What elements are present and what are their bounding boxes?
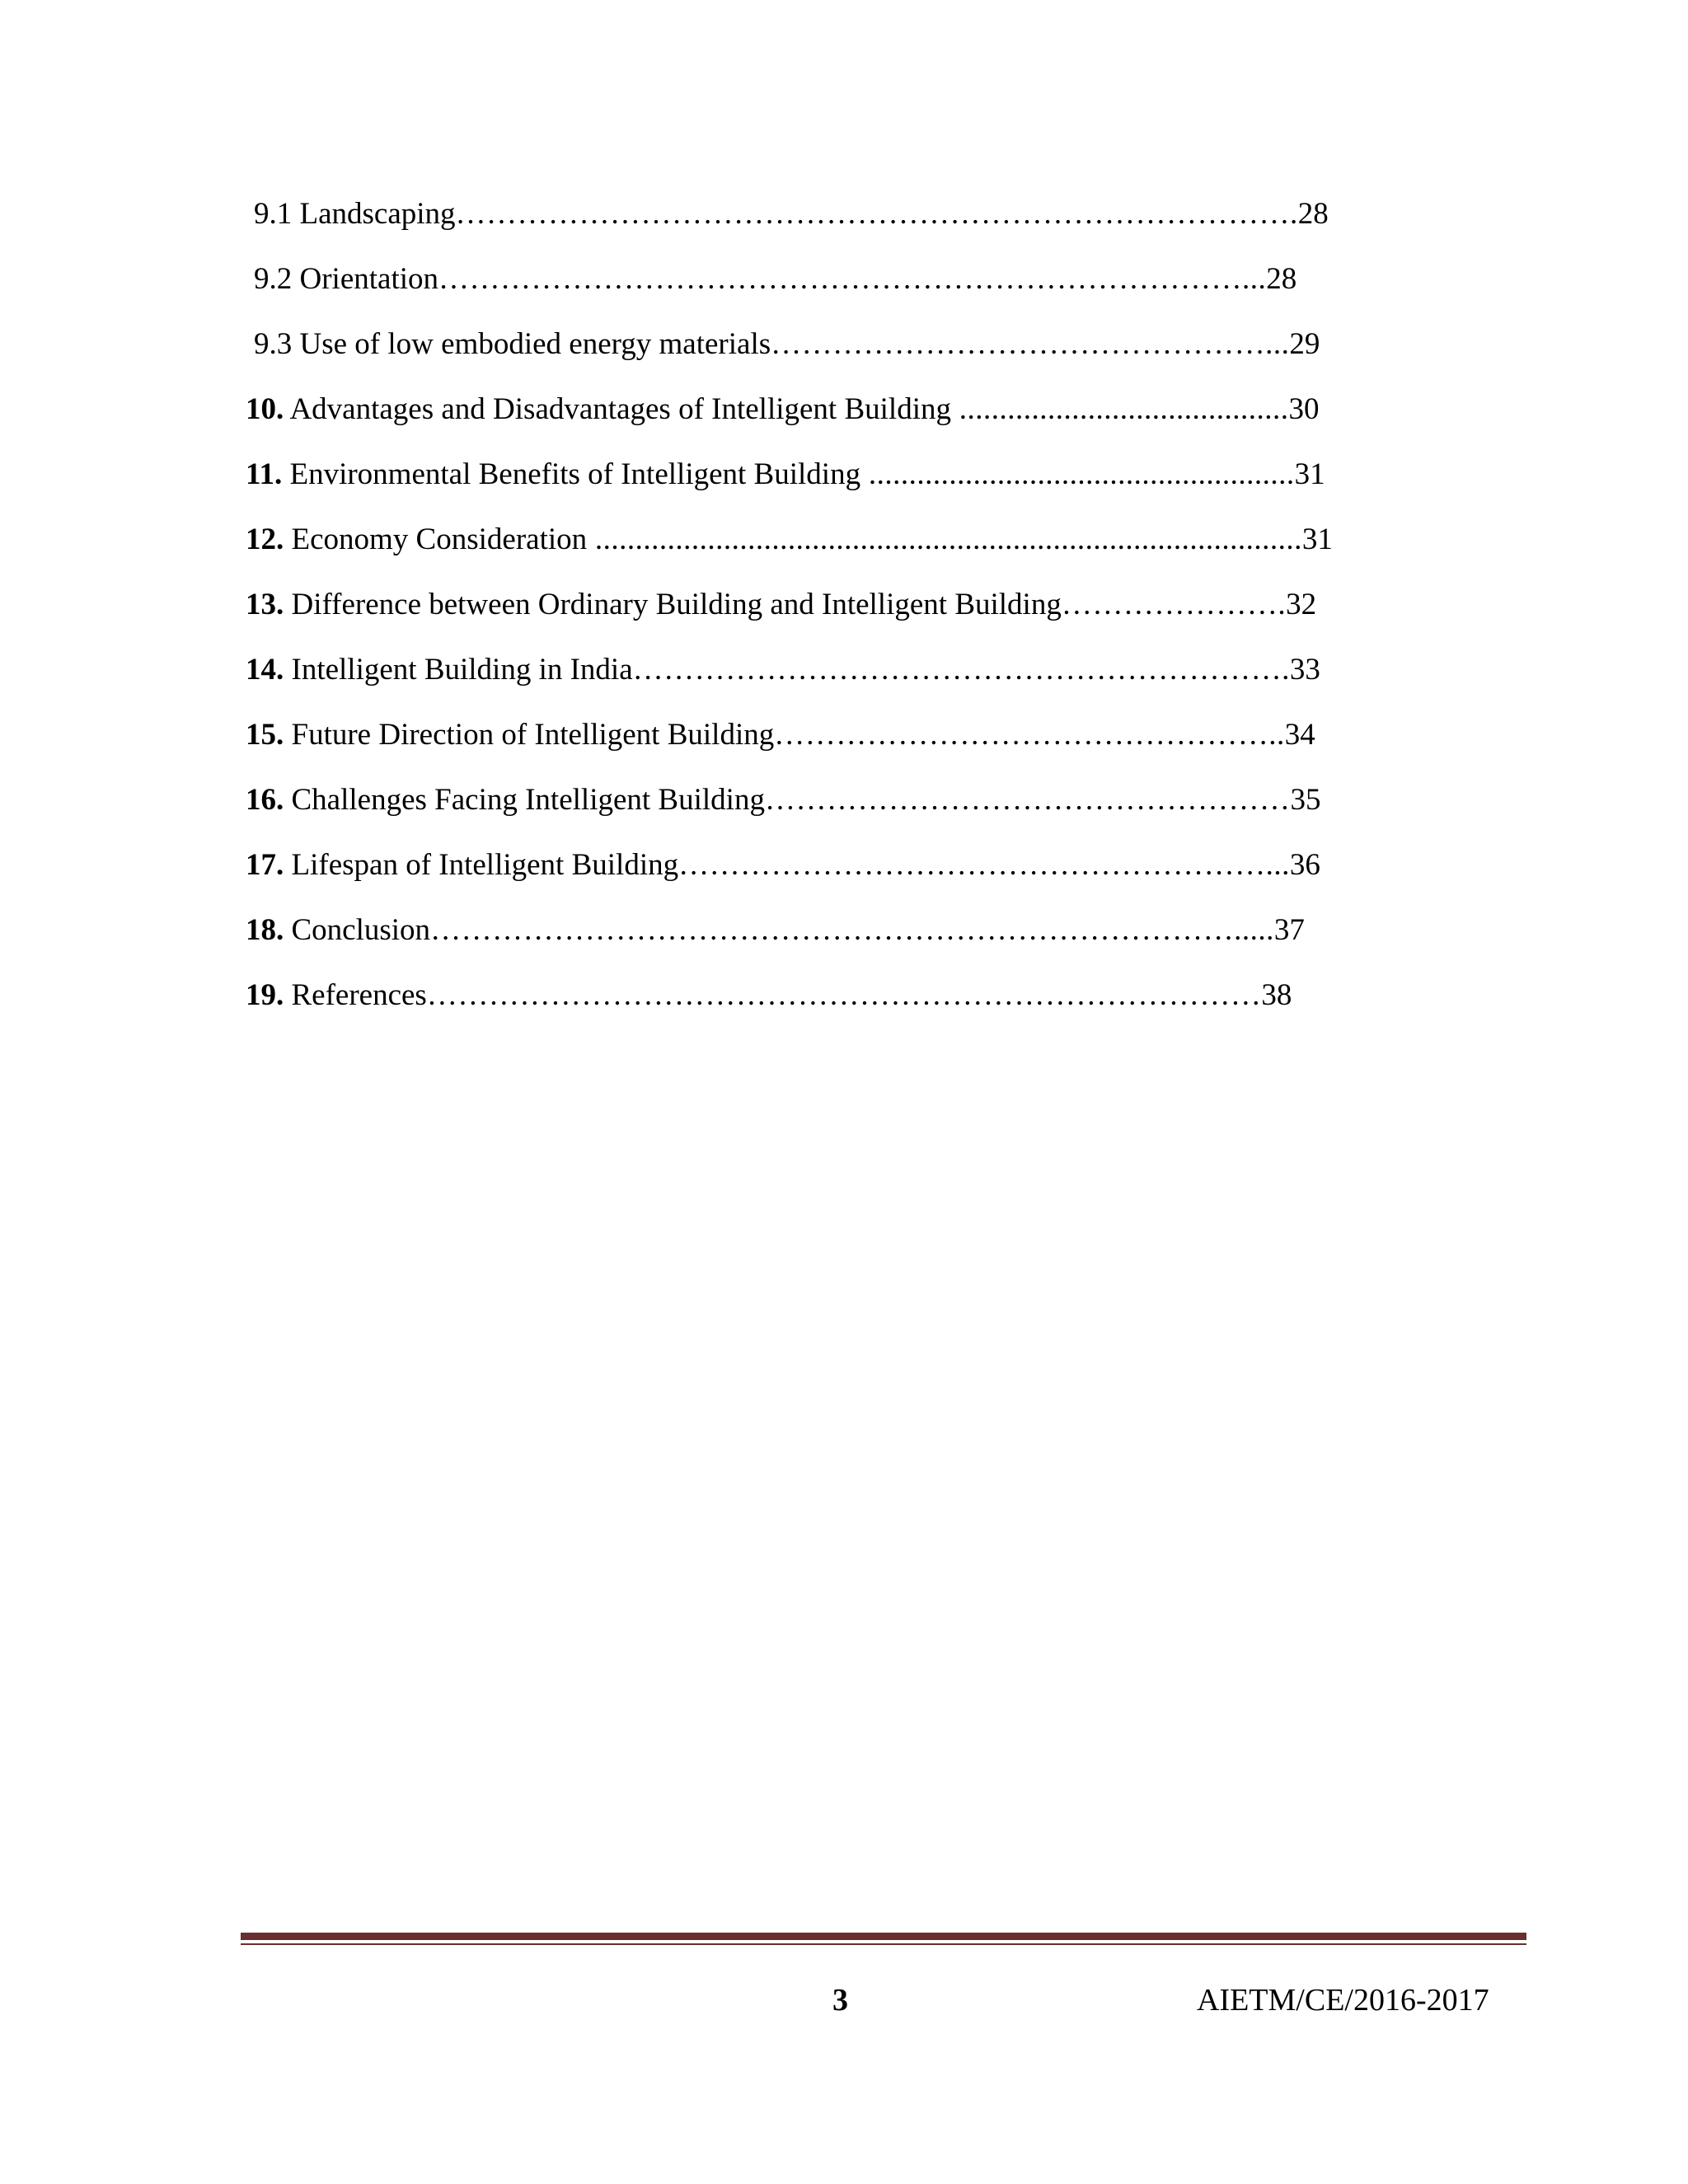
toc-entry-leader: ………………………………………….. — [774, 718, 1285, 752]
toc-entry-12 — [246, 515, 1333, 565]
toc-entry-9-2 — [254, 255, 1296, 304]
toc-entry-leader: …………………………………………………... — [678, 848, 1290, 882]
toc-entry-leader: …………………. — [1061, 588, 1287, 621]
toc-entry-leader: …………………………………………… — [764, 783, 1291, 817]
toc-entry-19 — [246, 971, 1292, 1020]
toc-entry-leader: ……………………………………………………………………..... — [430, 913, 1274, 947]
toc-entry-17 — [246, 841, 1320, 890]
toc-entry-10 — [246, 385, 1319, 434]
toc-entry-leader: ……………………………………………………………………... — [438, 262, 1267, 296]
footer-page-number: 3 — [832, 1983, 848, 2018]
toc-entry-page: 28 — [1266, 262, 1297, 296]
toc-entry-leader: ........................................................................................ — [587, 523, 1302, 556]
toc-entry-title: Environmental Benefits of Intelligent Building — [282, 457, 861, 491]
footer-rule-thick — [241, 1933, 1526, 1940]
toc-entry-15 — [246, 710, 1315, 760]
toc-entry-page: 31 — [1294, 457, 1325, 491]
toc-entry-number: 17. — [246, 848, 284, 882]
toc-entry-page: 37 — [1273, 913, 1305, 947]
toc-entry-title: References — [284, 978, 427, 1012]
toc-entry-13 — [246, 580, 1316, 630]
toc-entry-title: 9.2 Orientation — [254, 262, 439, 296]
toc-entry-number: 13. — [246, 588, 284, 621]
toc-entry-9-1 — [254, 190, 1329, 239]
toc-entry-leader: ………………………………………………………. — [632, 653, 1290, 687]
toc-entry-number: 16. — [246, 783, 284, 817]
toc-entry-page: 36 — [1289, 848, 1320, 882]
toc-entry-title: Conclusion — [284, 913, 431, 947]
toc-entry-page: 33 — [1289, 653, 1320, 687]
toc-entry-leader: …………………………………………... — [771, 327, 1290, 361]
toc-entry-title: Future Direction of Intelligent Building — [284, 718, 775, 752]
toc-entry-14 — [246, 645, 1320, 695]
toc-entry-title: 9.1 Landscaping — [254, 197, 456, 231]
toc-entry-page: 30 — [1288, 392, 1320, 426]
toc-entry-page: 34 — [1284, 718, 1315, 752]
toc-entry-page: 28 — [1297, 197, 1329, 231]
toc-entry-title: Challenges Facing Intelligent Building — [284, 783, 765, 817]
toc-entry-title: 9.3 Use of low embodied energy materials — [254, 327, 771, 361]
toc-entry-title: Economy Consideration — [284, 523, 588, 556]
footer-document-code: AIETM/CE/2016-2017 — [1197, 1983, 1489, 2018]
toc-entry-page: 38 — [1261, 978, 1292, 1012]
toc-entry-number: 19. — [246, 978, 284, 1012]
toc-entry-leader: ……………………………………………………………………… — [426, 978, 1262, 1012]
toc-entry-title: Difference between Ordinary Building and Intelligent Building — [284, 588, 1062, 621]
toc-entry-page: 35 — [1290, 783, 1321, 817]
toc-entry-16 — [246, 776, 1320, 825]
toc-entry-11 — [246, 450, 1325, 499]
toc-entry-number: 12. — [246, 523, 284, 556]
toc-entry-9-3 — [254, 320, 1320, 369]
footer-rule-thin — [241, 1943, 1526, 1945]
toc-entry-leader: ..................................................... — [860, 457, 1295, 491]
toc-entry-title: Intelligent Building in India — [284, 653, 633, 687]
toc-entry-18 — [246, 906, 1305, 955]
toc-entry-number: 11. — [246, 457, 283, 491]
toc-entry-number: 14. — [246, 653, 284, 687]
toc-entry-title: Advantages and Disadvantages of Intelligent Building — [284, 392, 951, 426]
toc-entry-page: 31 — [1301, 523, 1333, 556]
toc-entry-number: 15. — [246, 718, 284, 752]
toc-entry-title: Lifespan of Intelligent Building — [284, 848, 679, 882]
toc-entry-number: 10. — [246, 392, 284, 426]
toc-entry-number: 18. — [246, 913, 284, 947]
toc-entry-leader: ………………………………………………………………………. — [455, 197, 1298, 231]
toc-entry-page: 29 — [1289, 327, 1320, 361]
toc-entry-page: 32 — [1286, 588, 1317, 621]
toc-entry-leader: ......................................... — [950, 392, 1289, 426]
